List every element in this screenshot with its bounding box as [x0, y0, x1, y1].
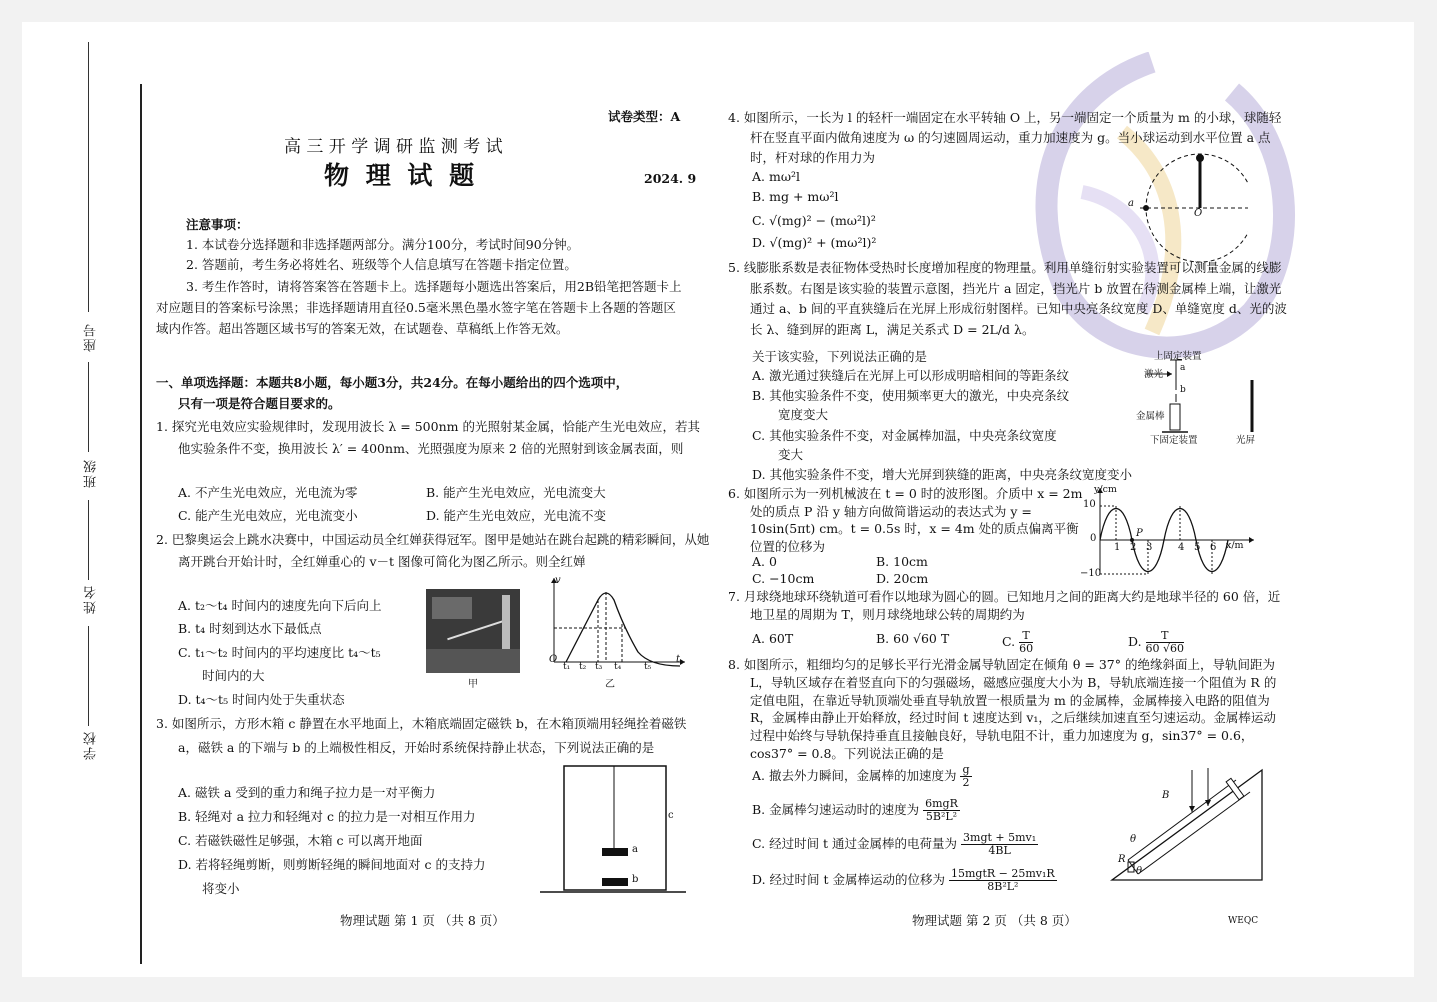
q6-x-tick: 3	[1146, 542, 1153, 553]
q2-tick: t₅	[644, 662, 652, 672]
q8-option-a-label: A. 撤去外力瞬间，金属棒的加速度为	[752, 768, 957, 783]
q2-tick: t₄	[614, 662, 622, 672]
school-rule	[88, 626, 89, 726]
school-label: 学校	[84, 730, 99, 760]
q5-option-c[interactable]: C. 其他实验条件不变，对金属棒加温，中央亮条纹宽度	[752, 428, 1057, 443]
q6-y-label: y/cm	[1094, 484, 1117, 495]
q2-stem: 2. 巴黎奥运会上跳水决赛中，中国运动员全红婵获得冠军。图甲是她站在跳台起跳的精彩瞬间，从她离开跳台开始计时，全红婵重心的 v－t 图像可简化为图乙所示。则全红婵	[156, 532, 710, 569]
q8-incline-figure	[1108, 766, 1266, 886]
q5-fig-a: a	[1180, 363, 1186, 373]
q8-option-b[interactable]	[752, 798, 960, 823]
q3-option-d[interactable]: D. 若将轻绳剪断，则剪断轻绳的瞬间地面对 c 的支持力	[178, 857, 486, 872]
exam-sheet	[22, 22, 1414, 977]
q6-x-tick: 2	[1130, 542, 1137, 553]
notice-title: 注意事项：	[186, 217, 249, 232]
q2-tick: t₁	[563, 662, 571, 672]
q1-option-d[interactable]: D. 能产生光电效应，光电流不变	[426, 508, 607, 523]
q2-option-b[interactable]: B. t₄ 时刻到达水下最低点	[178, 621, 322, 636]
q7-option-a[interactable]: A. 60T	[752, 631, 794, 646]
exam-title: 高 三 开 学 调 研 监 测 考 试	[284, 137, 503, 157]
name-rule	[88, 500, 89, 580]
q8-stem: 8. 如图所示，粗细均匀的足够长平行光滑金属导轨固定在倾角 θ = 37° 的绝缘斜面上，导轨间距为 L，导轨区域存在着竖直向下的匀强磁场，磁感应强度大小为 B，导轨底端连接一个阻值为 R 的定值电阻，在靠近导轨顶端处垂直导轨放置一根质量为 m 的金属棒，金属棒接入电路的阻值为 R，金属棒由静止开始释放，经过时间 t 速度达到 v₁，之后继续加速直至匀速运动。金属棒运动过程中始终与导轨保持垂直且接触良好，导轨电阻不计，重力加速度为 g，sin37° = 0.6，cos37° = 0.8。下列说法正确的是	[728, 657, 1277, 761]
q6-x-tick: 5	[1194, 542, 1201, 553]
q2-graph-o: O	[549, 654, 558, 665]
q5-stem-2: 关于该实验，下列说法正确的是	[752, 349, 928, 364]
q5-option-b-cont: 宽度变大	[778, 407, 829, 422]
q4-option-c[interactable]: C. √(mg)² − (mω²l)²	[752, 213, 876, 228]
q6-x-tick: 6	[1210, 542, 1217, 553]
notice-item: 2. 答题前，考生务必将姓名、班级等个人信息填写在答题卡指定位置。	[186, 257, 577, 272]
q2-tick: t₂	[579, 662, 587, 672]
exam-date: 2024. 9	[644, 171, 697, 186]
q4-stem: 4. 如图所示，一长为 l 的轻杆一端固定在水平转轴 O 上，另一端固定一个质量为 m 的小球，球随轻杆在竖直平面内做角速度为 ω 的匀速圆周运动，重力加速度为 g。当小球运动到水平位置 a 点时，杆对球的作用力为	[728, 110, 1282, 165]
q4-label-a: a	[1128, 198, 1134, 209]
q1-option-c[interactable]: C. 能产生光电效应，光电流变小	[178, 508, 358, 523]
q3-label-a: a	[632, 844, 638, 855]
q7-option-d[interactable]	[1128, 630, 1184, 655]
q2-option-c-cont: 时间内的大	[202, 668, 265, 683]
class-label: 班级	[84, 458, 99, 488]
q5-option-d[interactable]: D. 其他实验条件不变，增大光屏到狭缝的距离，中央亮条纹宽度变小	[752, 467, 1133, 482]
section-title-2: 只有一项是符合题目要求的。	[178, 396, 341, 411]
q6-x-label: x/m	[1226, 540, 1244, 551]
q5-fig-b: b	[1180, 385, 1186, 395]
q7-option-c-fraction: $\frac{T}{60}$	[1019, 629, 1034, 655]
q6-point-p: P	[1136, 528, 1143, 539]
q8-option-a[interactable]	[752, 764, 972, 789]
paper-type: 试卷类型：A	[608, 109, 681, 124]
q2-fig-label-a: 甲	[468, 679, 478, 690]
q1-option-b[interactable]: B. 能产生光电效应，光电流变大	[426, 485, 606, 500]
q2-graph-t: t	[676, 654, 681, 665]
q6-stem: 6. 如图所示为一列机械波在 t = 0 时的波形图。介质中 x = 2m 处的质点 P 沿 y 轴方向做简谐运动的表达式为 y = 10sin(5πt) cm。t = 0.5s 时，x = 4m 处的质点偏离平衡位置的位移为	[728, 486, 1083, 554]
q8-option-d-fraction: $\frac{\text{15mgtR − 25mv₁R}}{\text{8B²L²}}$	[950, 867, 1055, 893]
q8-option-a-fraction: $\frac{g}{2}$	[962, 763, 970, 789]
q8-option-d-label: D. 经过时间 t 金属棒运动的位移为	[752, 872, 945, 887]
q2-fig-label-b: 乙	[605, 679, 615, 690]
q4-option-a[interactable]: A. mω²l	[752, 169, 801, 184]
subject-title: 物 理 试 题	[324, 161, 479, 190]
q8-label-theta-1: θ	[1130, 834, 1137, 845]
footer-code: WEQC	[1228, 916, 1259, 926]
seat-label: 座号	[84, 322, 99, 352]
q8-label-b: B	[1162, 790, 1170, 801]
q8-option-b-label: B. 金属棒匀速运动时的速度为	[752, 802, 920, 817]
notice-item: 3. 考生作答时，请将答案答在答题卡上。选择题每小题选出答案后，用2B铅笔把答题卡上对应题目的答案标号涂黑；非选择题请用直径0.5毫米黑色墨水签字笔在答题卡上各题的答题区域内作答。超出答题区域书写的答案无效，在试题卷、草稿纸上作答无效。	[156, 279, 682, 336]
q5-fig-screen: 光屏	[1236, 435, 1256, 446]
class-rule	[88, 362, 89, 452]
q4-option-b[interactable]: B. mg + mω²l	[752, 189, 839, 204]
q3-option-c[interactable]: C. 若磁铁磁性足够强，木箱 c 可以离开地面	[178, 833, 423, 848]
section-title: 一、单项选择题：本题共8小题，每小题3分，共24分。在每小题给出的四个选项中，	[156, 375, 629, 390]
q2-graph-v: v	[555, 575, 561, 586]
q7-option-d-label: D.	[1128, 634, 1142, 649]
q6-option-b[interactable]: B. 10cm	[876, 554, 928, 569]
footer-page-2: 物理试题 第 2 页 （共 8 页）	[912, 913, 1077, 928]
q5-option-a[interactable]: A. 激光通过狭缝后在光屏上可以形成明暗相间的等距条纹	[752, 368, 1069, 383]
q6-y-bot: −10	[1080, 568, 1102, 579]
q7-option-c-label: C.	[1002, 634, 1016, 649]
q5-option-b[interactable]: B. 其他实验条件不变，使用频率更大的激光，中央亮条纹	[752, 388, 1070, 403]
q2-option-c[interactable]: C. t₁～t₂ 时间内的平均速度比 t₄～t₅	[178, 645, 381, 660]
q1-option-a[interactable]: A. 不产生光电效应，光电流为零	[178, 485, 358, 500]
q2-option-d[interactable]: D. t₄～t₅ 时间内处于失重状态	[178, 692, 345, 707]
q8-label-theta-2: θ	[1136, 866, 1143, 877]
q2-option-a[interactable]: A. t₂～t₄ 时间内的速度先向下后向上	[178, 598, 382, 613]
notice-item: 1. 本试卷分选择题和非选择题两部分。满分100分，考试时间90分钟。	[186, 237, 580, 252]
q6-y-top: 10	[1083, 499, 1096, 510]
q5-stem: 5. 线膨胀系数是表征物体受热时长度增加程度的物理量。利用单缝衍射实验装置可以测量金属的线膨胀系数。右图是该实验的装置示意图，挡光片 a 固定，挡光片 b 放置在待测金属棒上端，让激光通过 a、b 间的平直狭缝后在光屏上形成衍射图样。已知中央亮条纹宽度 D、单缝宽度 d、光的波长 λ、缝到屏的距离 L，满足关系式 D = 2L/d λ。	[728, 260, 1287, 337]
q2-photo-figure	[426, 589, 520, 673]
q1-stem: 1. 探究光电效应实验规律时，发现用波长 λ = 500nm 的光照射某金属，恰能产生光电效应，若其他实验条件不变，换用波长 λ′ = 400nm、光照强度为原来 2 倍的光照射到该金属表面，则	[156, 419, 700, 456]
q6-wave-graph	[1076, 484, 1258, 578]
q5-fig-top: 上固定装置	[1154, 351, 1202, 362]
q3-label-b: b	[632, 874, 639, 885]
q7-stem: 7. 月球绕地球环绕轨道可看作以地球为圆心的圆。已知地月之间的距离大约是地球半径的 60 倍，近地卫星的周期为 T，则月球绕地球公转的周期约为	[728, 589, 1281, 622]
q4-option-d[interactable]: D. √(mg)² + (mω²l)²	[752, 235, 877, 250]
seat-rule	[88, 42, 89, 312]
q4-label-o: O	[1194, 208, 1203, 219]
q7-option-b[interactable]: B. 60 √60 T	[876, 631, 950, 646]
q7-option-c[interactable]	[1002, 630, 1033, 655]
q8-option-c-fraction: $\frac{\text{3mgt + 5mv₁}}{4BL}$	[963, 831, 1037, 857]
q8-option-c-label: C. 经过时间 t 通过金属棒的电荷量为	[752, 836, 958, 851]
q5-option-c-cont: 变大	[778, 447, 804, 462]
q3-option-d-cont: 将变小	[202, 881, 240, 896]
q6-option-d[interactable]: D. 20cm	[876, 571, 929, 586]
q3-label-c: c	[668, 810, 674, 821]
q7-option-d-fraction: $\frac{T}{60 √60}$	[1145, 629, 1185, 655]
footer-page-1: 物理试题 第 1 页 （共 8 页）	[340, 913, 505, 928]
q2-tick: t₃	[595, 662, 603, 672]
q5-fig-bottom: 下固定装置	[1150, 435, 1198, 446]
binding-line	[140, 84, 142, 964]
q5-fig-rod: 金属棒	[1136, 411, 1165, 422]
q6-y-zero: 0	[1090, 533, 1097, 544]
q3-box-figure	[538, 764, 688, 898]
q6-x-tick: 4	[1178, 542, 1185, 553]
q6-option-c[interactable]: C. −10cm	[752, 571, 815, 586]
q4-circle-figure	[1132, 150, 1248, 266]
q6-option-a[interactable]: A. 0	[752, 554, 777, 569]
name-label: 姓名	[84, 584, 99, 614]
q8-option-c[interactable]	[752, 832, 1038, 857]
q8-option-b-fraction: $\frac{\text{6mgR}}{\text{5B²L²}}$	[925, 797, 958, 823]
q3-option-a[interactable]: A. 磁铁 a 受到的重力和绳子拉力是一对平衡力	[178, 785, 436, 800]
q5-fig-laser: 激光	[1144, 369, 1164, 380]
q6-x-tick: 1	[1114, 542, 1121, 553]
q3-stem: 3. 如图所示，方形木箱 c 静置在水平地面上，木箱底端固定磁铁 b，在木箱顶端用轻绳拴着磁铁 a，磁铁 a 的下端与 b 的上端极性相反，开始时系统保持静止状态，下列说法正确的是	[156, 716, 687, 755]
q8-label-r: R	[1118, 854, 1126, 865]
q8-option-d[interactable]	[752, 868, 1057, 893]
q3-option-b[interactable]: B. 轻绳对 a 拉力和轻绳对 c 的拉力是一对相互作用力	[178, 809, 476, 824]
